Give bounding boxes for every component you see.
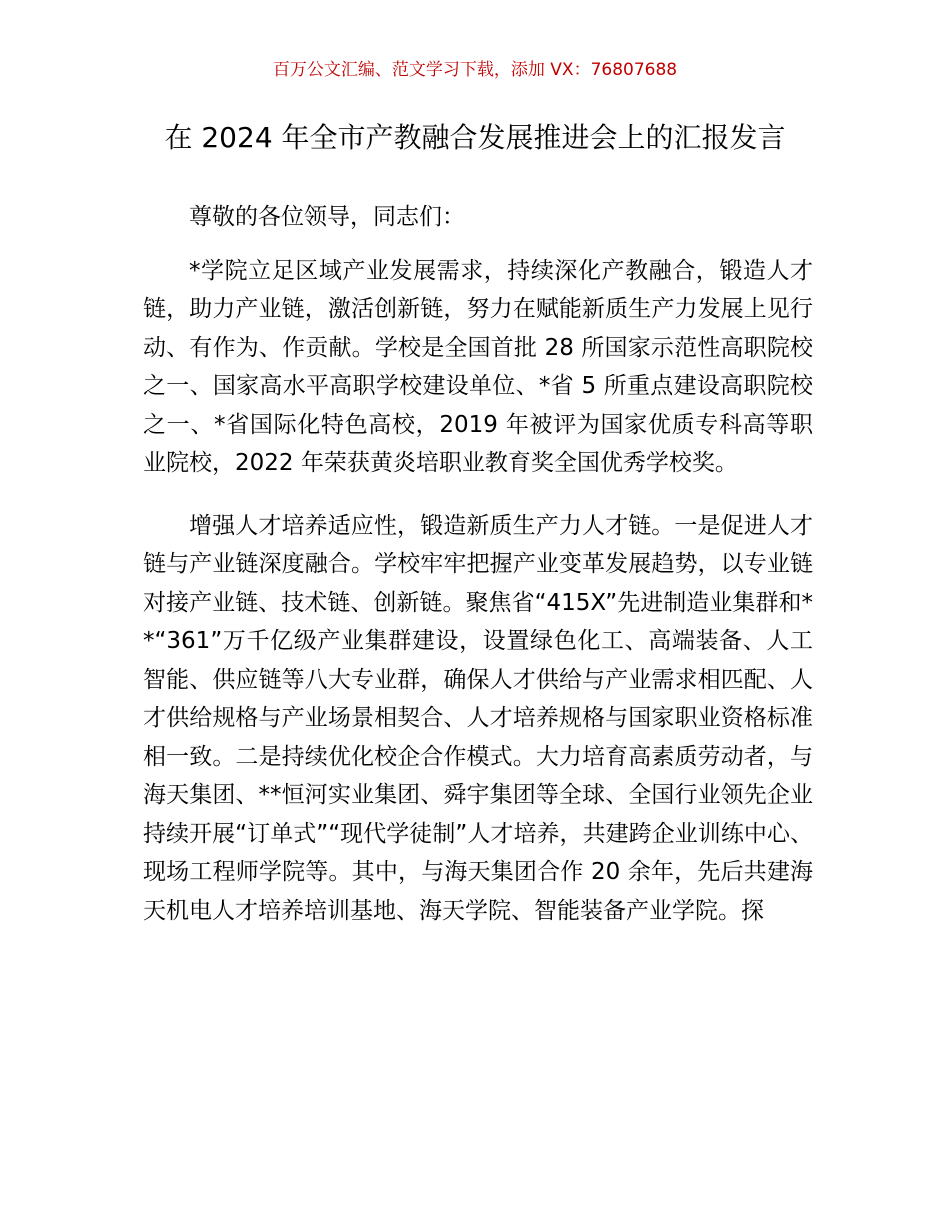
watermark-text: 百万公文汇编、范文学习下载，添加 VX：76807688 xyxy=(272,60,678,80)
salutation: 尊敬的各位领导，同志们： xyxy=(189,204,465,230)
document-body xyxy=(143,198,813,954)
paragraph-talent-chain: 增强人才培养适应性，锻造新质生产力人才链。一是促进人才链与产业链深度融合。学校牢牢把握产业变革发展趋势，以专业链对接产业链、技术链、创新链。聚焦省“415X”先进制造业集群和**“361”万千亿级产业集群建设，设置绿色化工、高端装备、人工智能、供应链等八大专业群，确保人才供给与产业需求相匹配、人才供给规格与产业场景相契合、人才培养规格与国家职业资格标准相一致。二是持续优化校企合作模式。大力培育高素质劳动者，与海天集团、**恒河实业集团、舜宇集团等全球、全国行业领先企业持续开展“订单式”“现代学徒制”人才培养，共建跨企业训练中心、现场工程师学院等。其中，与海天集团合作 20 余年，先后共建海天机电人才培养培训基地、海天学院、智能装备产业学院。探 xyxy=(143,512,813,924)
paragraph-intro: *学院立足区域产业发展需求，持续深化产教融合，锻造人才链，助力产业链，激活创新链，努力在赋能新质生产力发展上见行动、有作为、作贡献。学校是全国首批 28 所国家示范性高职院校之一、国家高水平高职学校建设单位、*省 5 所重点建设高职院校之一、*省国际化特色高校，2019 年被评为国家优质专科高等职业院校，2022 年荣获黄炎培职业教育奖全国优秀学校奖。 xyxy=(143,257,813,476)
document-title: 在 2024 年全市产教融合发展推进会上的汇报发言 xyxy=(164,121,786,154)
